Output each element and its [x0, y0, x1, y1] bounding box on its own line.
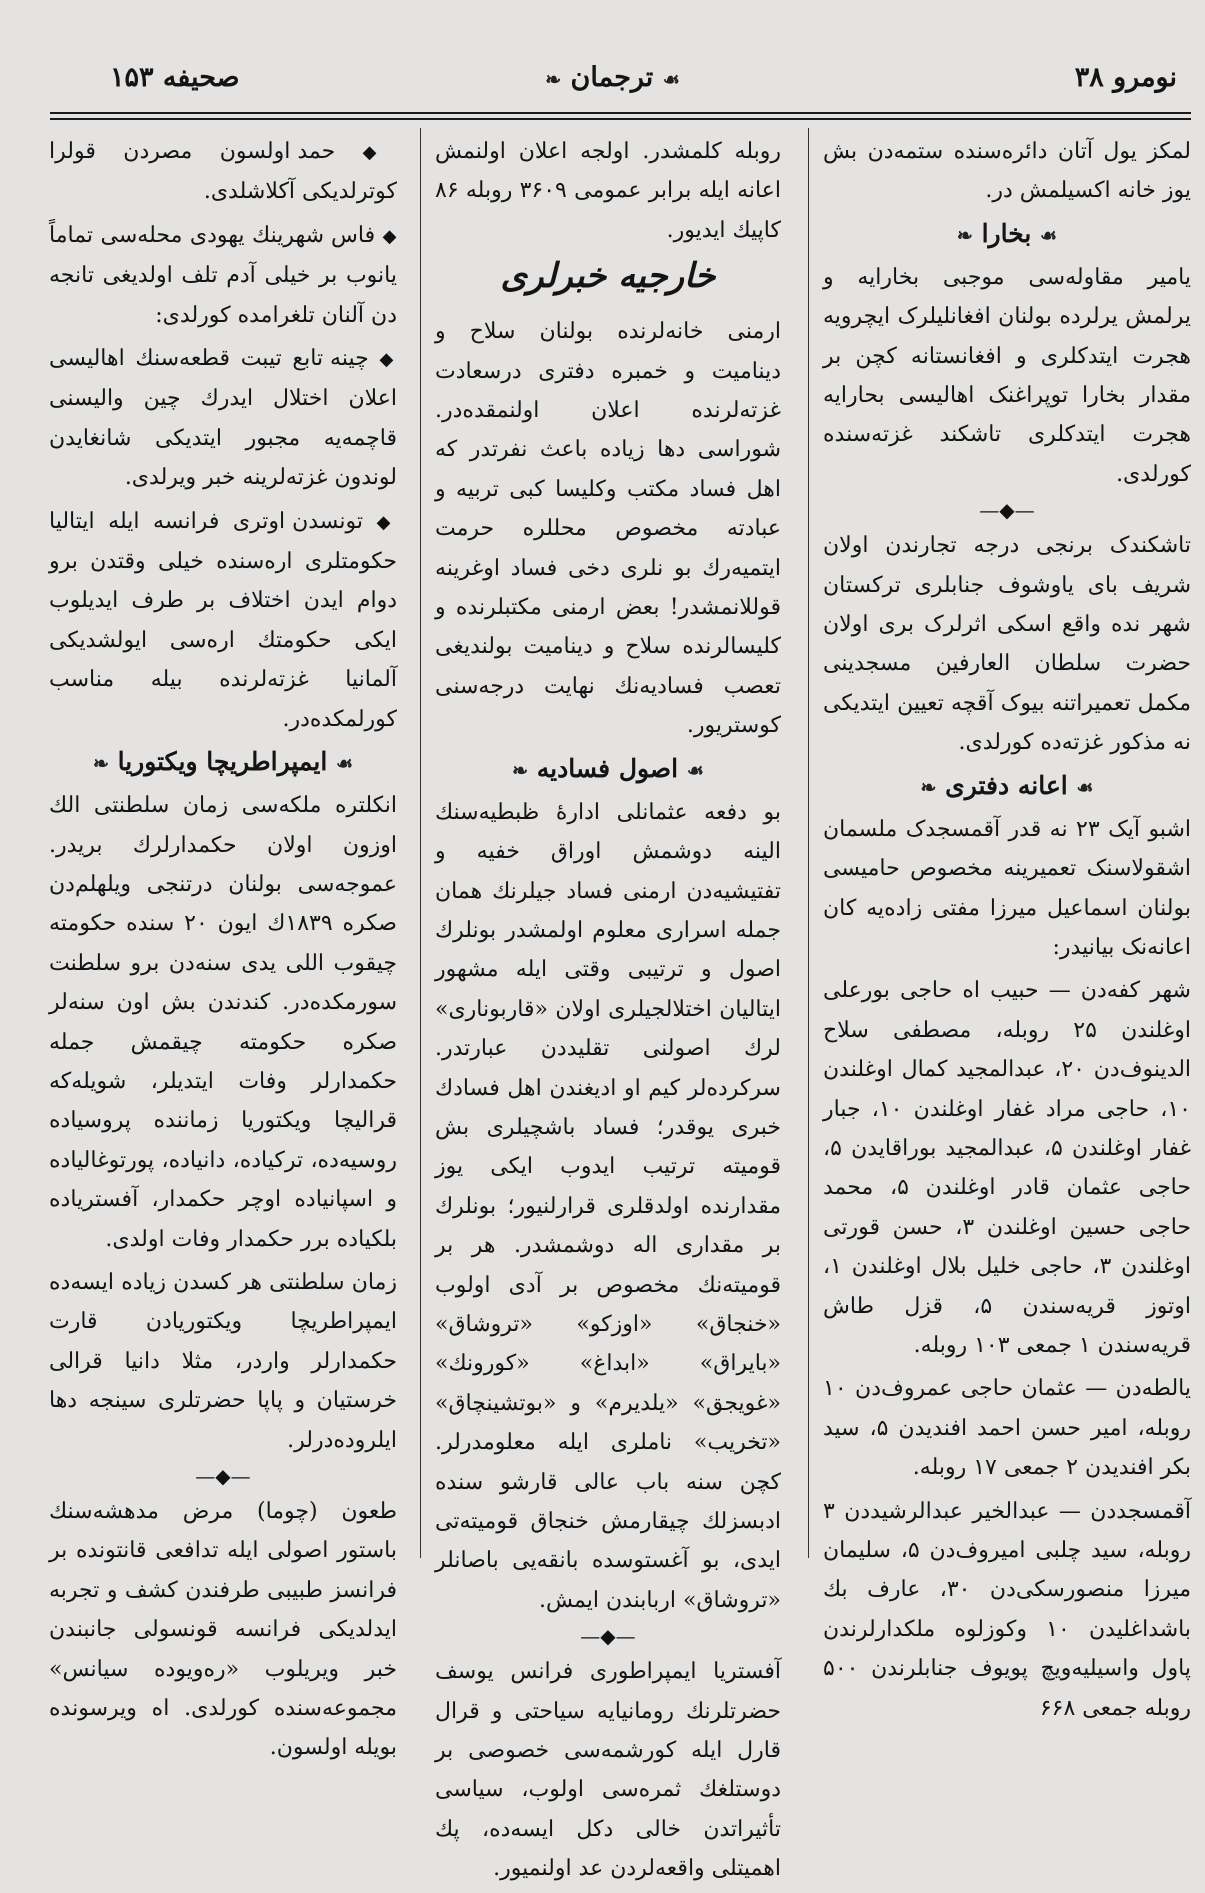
article-text: آقمسجددن — عبدالخیر عبدالرشیددن ۳ روبله، سید چلبی امیروف‌دن ۵، سلیمان میرزا منصورسکی‌دن ۳۰، عارف بك باشداغلیدن ۱۰ وکوزلوه ملکدارلرندن پاول واسیلیه‌ویچ پویوف جنابلرندن ۵۰۰ روبله جمعی ۶۶۸ — [823, 1498, 1191, 1721]
column-right — [823, 132, 1191, 1732]
news-item — [49, 216, 397, 335]
section-title: خارجیه خبرلری — [500, 256, 716, 297]
article-text: چینه تابع تیبت قطعه‌سنك اهالیسی اعلان اختلال ایدرك چین والیسنی قاچمه‌یه مجبور ایتدیکی شانغایدن لوندون غزته‌لرینه خبر ویرلدی. — [49, 346, 397, 491]
issue-number: نومرو ۳۸ — [1074, 62, 1177, 93]
heading-text: بخارا — [981, 218, 1032, 248]
ornament-right-icon: ☙ — [336, 753, 354, 776]
ornament-right-icon: ☙ — [662, 69, 680, 91]
ornament-left-icon: ❧ — [545, 69, 562, 91]
article-text: حمد اولسون مصردن قولرا کوترلدیکی آکلاشلدی. — [49, 139, 397, 205]
article-text: بو دفعه عثمانلی ادارهٔ ظبطیه‌سنك الینه دوشمش اوراق خفیه و تفتیشیه‌دن ارمنی فساد جیلرنك همان جمله اسراری معلوم اولمشدر بونلرك اصول و ترتیبی وقتی ایله مشهور ایتالیان اختلالجیلری اولان «قاربوناری» لرك اصولنی تقلیددن عبارتدر. سرکرده‌لر کیم او ادیغندن اهل فسادك خبری یوقدر؛ فساد باشچیلری بش قومیته ترتیب ایدوب ایکی یوز مقدارنده اولدقلری قرارلنیور؛ بونلرك بر مقداری اله دوشمشدر. هر بر قومیته‌نك مخصوص بر آدی اولوب «خنجاق» «اوزکو» «تروشاق» «بایراق» «ابداغ» «کورونك» «غویجق» «یلدیرم» و «بوتشینچاق» «تخریب» ناملری ایله معلومدرلر. کچن سنه باب عالی قارشو سنده ادبسزلك چیقارمش خنجاق قومیته‌تی ایدی، بو آغستوسده بانقه‌یی باصانلر «تروشاق» اربابندن ایمش. — [435, 799, 781, 1613]
bullet-diamond-icon: ◆ — [376, 511, 397, 533]
bullet-diamond-icon: ◆ — [362, 142, 397, 163]
ornament-left-icon: ❧ — [512, 759, 529, 782]
heading-text: ایمپراطریچا ویکتوریا — [117, 747, 328, 777]
ornament-right-icon: ☙ — [1076, 776, 1094, 799]
article-text: شهر کفه‌دن — حبیب اه حاجی بورعلی اوغلندن ۲۵ روبله، مصطفی سلاح الدینوف‌دن ۲۰، عبدالمجید کمال اوغلندن ۱۰، حاجی مراد غفار اوغلندن ۱۰، جبار غفار اوغلندن ۵، عبدالمجید بوراقایدن ۵، حاجی عثمان قادر اوغلندن ۵، محمد حاجی حسین اوغلندن ۳، حسن قورتی اوغلندن ۳، حاجی خلیل بلال اوغلندن ۱، اوتوز قریه‌سندن ۵، قزل طاش قریه‌سندن ۱ جمعی ۱۰۳ روبله. — [823, 978, 1192, 1358]
news-item — [49, 339, 397, 498]
header-rule-bottom — [50, 118, 1191, 120]
bullet-diamond-icon: ◆ — [379, 349, 397, 371]
column-rule — [808, 128, 809, 1558]
article-text: روبله کلمشدر. اولجه اعلان اولنمش اعانه ایله برابر عمومی ۳۶۰۹ روبله ۸۶ کاپیك ایدیور. — [435, 139, 781, 243]
header-rule-top — [50, 112, 1191, 114]
article-text: طعون (چوما) مرض مدهشه‌سنك باستور اصولی ایله تدافعی قانتونده بر فرانسز طبیبی طرفندن کشف و تجربه ایدلدیکی فرانسه قونسولی جانبندن خبر ویریلوب «رەویوده سیانس» مجموعه‌سنده کورلدی. اه ویرسونده بویله اولسون. — [49, 1499, 397, 1761]
heading-text: اصول فسادیه — [536, 753, 679, 783]
ornament-left-icon: ❧ — [956, 224, 973, 247]
article-text: تاشکندک برنجی درجه تجارندن اولان شریف بای یاوشوف جنابلری ترکستان شهر نده واقع اسکی اثرلرک بری اولان حضرت سلطان العارفین مسجدینی مکمل تعمیراتنه بیوک آقچه تعیین ایتدیکی نه مذکور غزته‌ده کورلدی. — [823, 533, 1191, 756]
ornament-right-icon: ☙ — [1040, 224, 1058, 247]
ornament-left-icon: ❧ — [920, 776, 937, 799]
heading-text: اعانه دفتری — [945, 770, 1068, 800]
news-item — [49, 132, 397, 212]
article-text: اشبو آیک ۲۳ نه قدر آقمسجدک ملسمان اشقولاسنک تعمیرینه مخصوص حامیسی بولنان اسماعیل میرزا مفتی زاده‌یه کان اعانه‌نک بیانیدر: — [823, 816, 1191, 960]
column-middle — [435, 132, 781, 1893]
ornament-right-icon: ☙ — [686, 759, 704, 782]
column-rule — [420, 128, 421, 1558]
news-item — [49, 502, 397, 739]
article-text: فاس شهرینك یهودی محله‌سی تماماً یانوب بر خیلی آدم تلف اولدیغی تانجه دن آلنان تلغرامده کورلدی: — [49, 222, 397, 328]
article-text: ارمنی خانه‌لرنده بولنان سلاح و دینامیت و خمبره دفتری درسعادت غزته‌لرنده اعلان اولنمقده‌در. شوراسی دها زیاده باعث نفرتدر که اهل فساد مکتب وکلیسا کبی تربیه و عبادته مخصوص محللره حرمت ایتمیه‌رك بو نلری دخی فساد اوغرینه قوللانمشدر! بعض ارمنی مکتبلرنده و کلیسالرنده سلاح و دینامیت بولندیغی تعصب فسادیه‌نك نهایت درجه‌سنی کوستریور. — [435, 319, 781, 739]
article-text: یامیر مقاوله‌سی موجبی بخارایه و یرلمش یرلرده بولنان افغانلیلرک ایچرویه هجرت ایتدکلری و افغانستانه کچن بر مقدار بخارا توپراغنک اهالیسی بحارایه هجرت ایتدکلری تاشکند غزته‌سنده کورلدی. — [823, 264, 1191, 487]
article-text: انکلتره ملکه‌سی زمان سلطنتی الك اوزون اولان حکمدارلرك بریدر. عموجه‌سی بولنان درتنجی ویلهلم‌دن صکره ۱۸۳۹ك ایون ۲۰ سنده حکومته چیقوب اللی یدی سنه‌دن برو سلطنت سورمکده‌در. کندندن بش اون سنه‌لر صکره حکومته چیقمش جمله حکمدارلر وفات ایتدیلر، شویله‌که قرالیچا ویکتوریا زماننده پروسیاده روسیه‌ده، ترکیاده، دانیاده، پورتوغالیاده و اسپانیاده اوچر حکمدار، آفستریاده بلکیاده برر حکمدار وفات اولدی. — [49, 793, 397, 1252]
section-heading — [49, 747, 397, 776]
article-text: زمان سلطنتی هر کسدن زیاده ایسه‌ده ایمپراطریچا ویکتوریادن قارت حکمدارلر واردر، مثلا دانیا قرالی خرستیان و پاپا حضرتلری سینجه دها ایلروده‌درلر. — [49, 1269, 397, 1453]
article-text: یالطه‌دن — عثمان حاجی عمروف‌دن ۱۰ روبله، امیر حسن احمد افندیدن ۵، سید بکر افندیدن ۲ جمعی ۱۷ روبله. — [823, 1376, 1191, 1481]
article-text: تونسدن اوتری فرانسه ایله ایتالیا حکومتلری اره‌سنده خیلی وقتدن برو دوام ایدن اختلاف بر طرف ایدیلوب ایکی حکومتك اره‌سی ایولشدیکی آلمانیا غزته‌لرنده بیله مناسب کورلمکده‌در. — [49, 508, 397, 732]
page-header — [40, 56, 1185, 116]
separator-icon: —◆— — [580, 1624, 636, 1649]
article-text: لمکز یول آتان دائره‌سنده ستمه‌دن بش یوز خانه اکسیلمش در. — [823, 139, 1191, 204]
ornament-left-icon: ❧ — [92, 753, 109, 776]
column-left — [49, 132, 397, 1772]
article-text: آفستریا ایمپراطوری فرانس یوسف حضرتلرنك رومانیایه سیاحتی و قرال قارل ایله کورشمه‌سی خصوصی بر دوستلغك ثمره‌سی اولوب، سیاسی تأثیراتدن خالی دکل ایسه‌ده، پك اهمیتلی واقعه‌لردن عد اولنمیور. — [435, 1659, 781, 1882]
newspaper-name: ترجمان — [570, 62, 654, 93]
page-number: صحیفه ۱۵۳ — [110, 62, 240, 93]
separator-icon: —◆— — [979, 498, 1035, 523]
section-heading — [435, 754, 781, 783]
section-heading — [823, 219, 1191, 248]
separator-icon: —◆— — [195, 1464, 251, 1488]
section-heading — [823, 771, 1191, 800]
bullet-diamond-icon: ◆ — [382, 225, 397, 247]
